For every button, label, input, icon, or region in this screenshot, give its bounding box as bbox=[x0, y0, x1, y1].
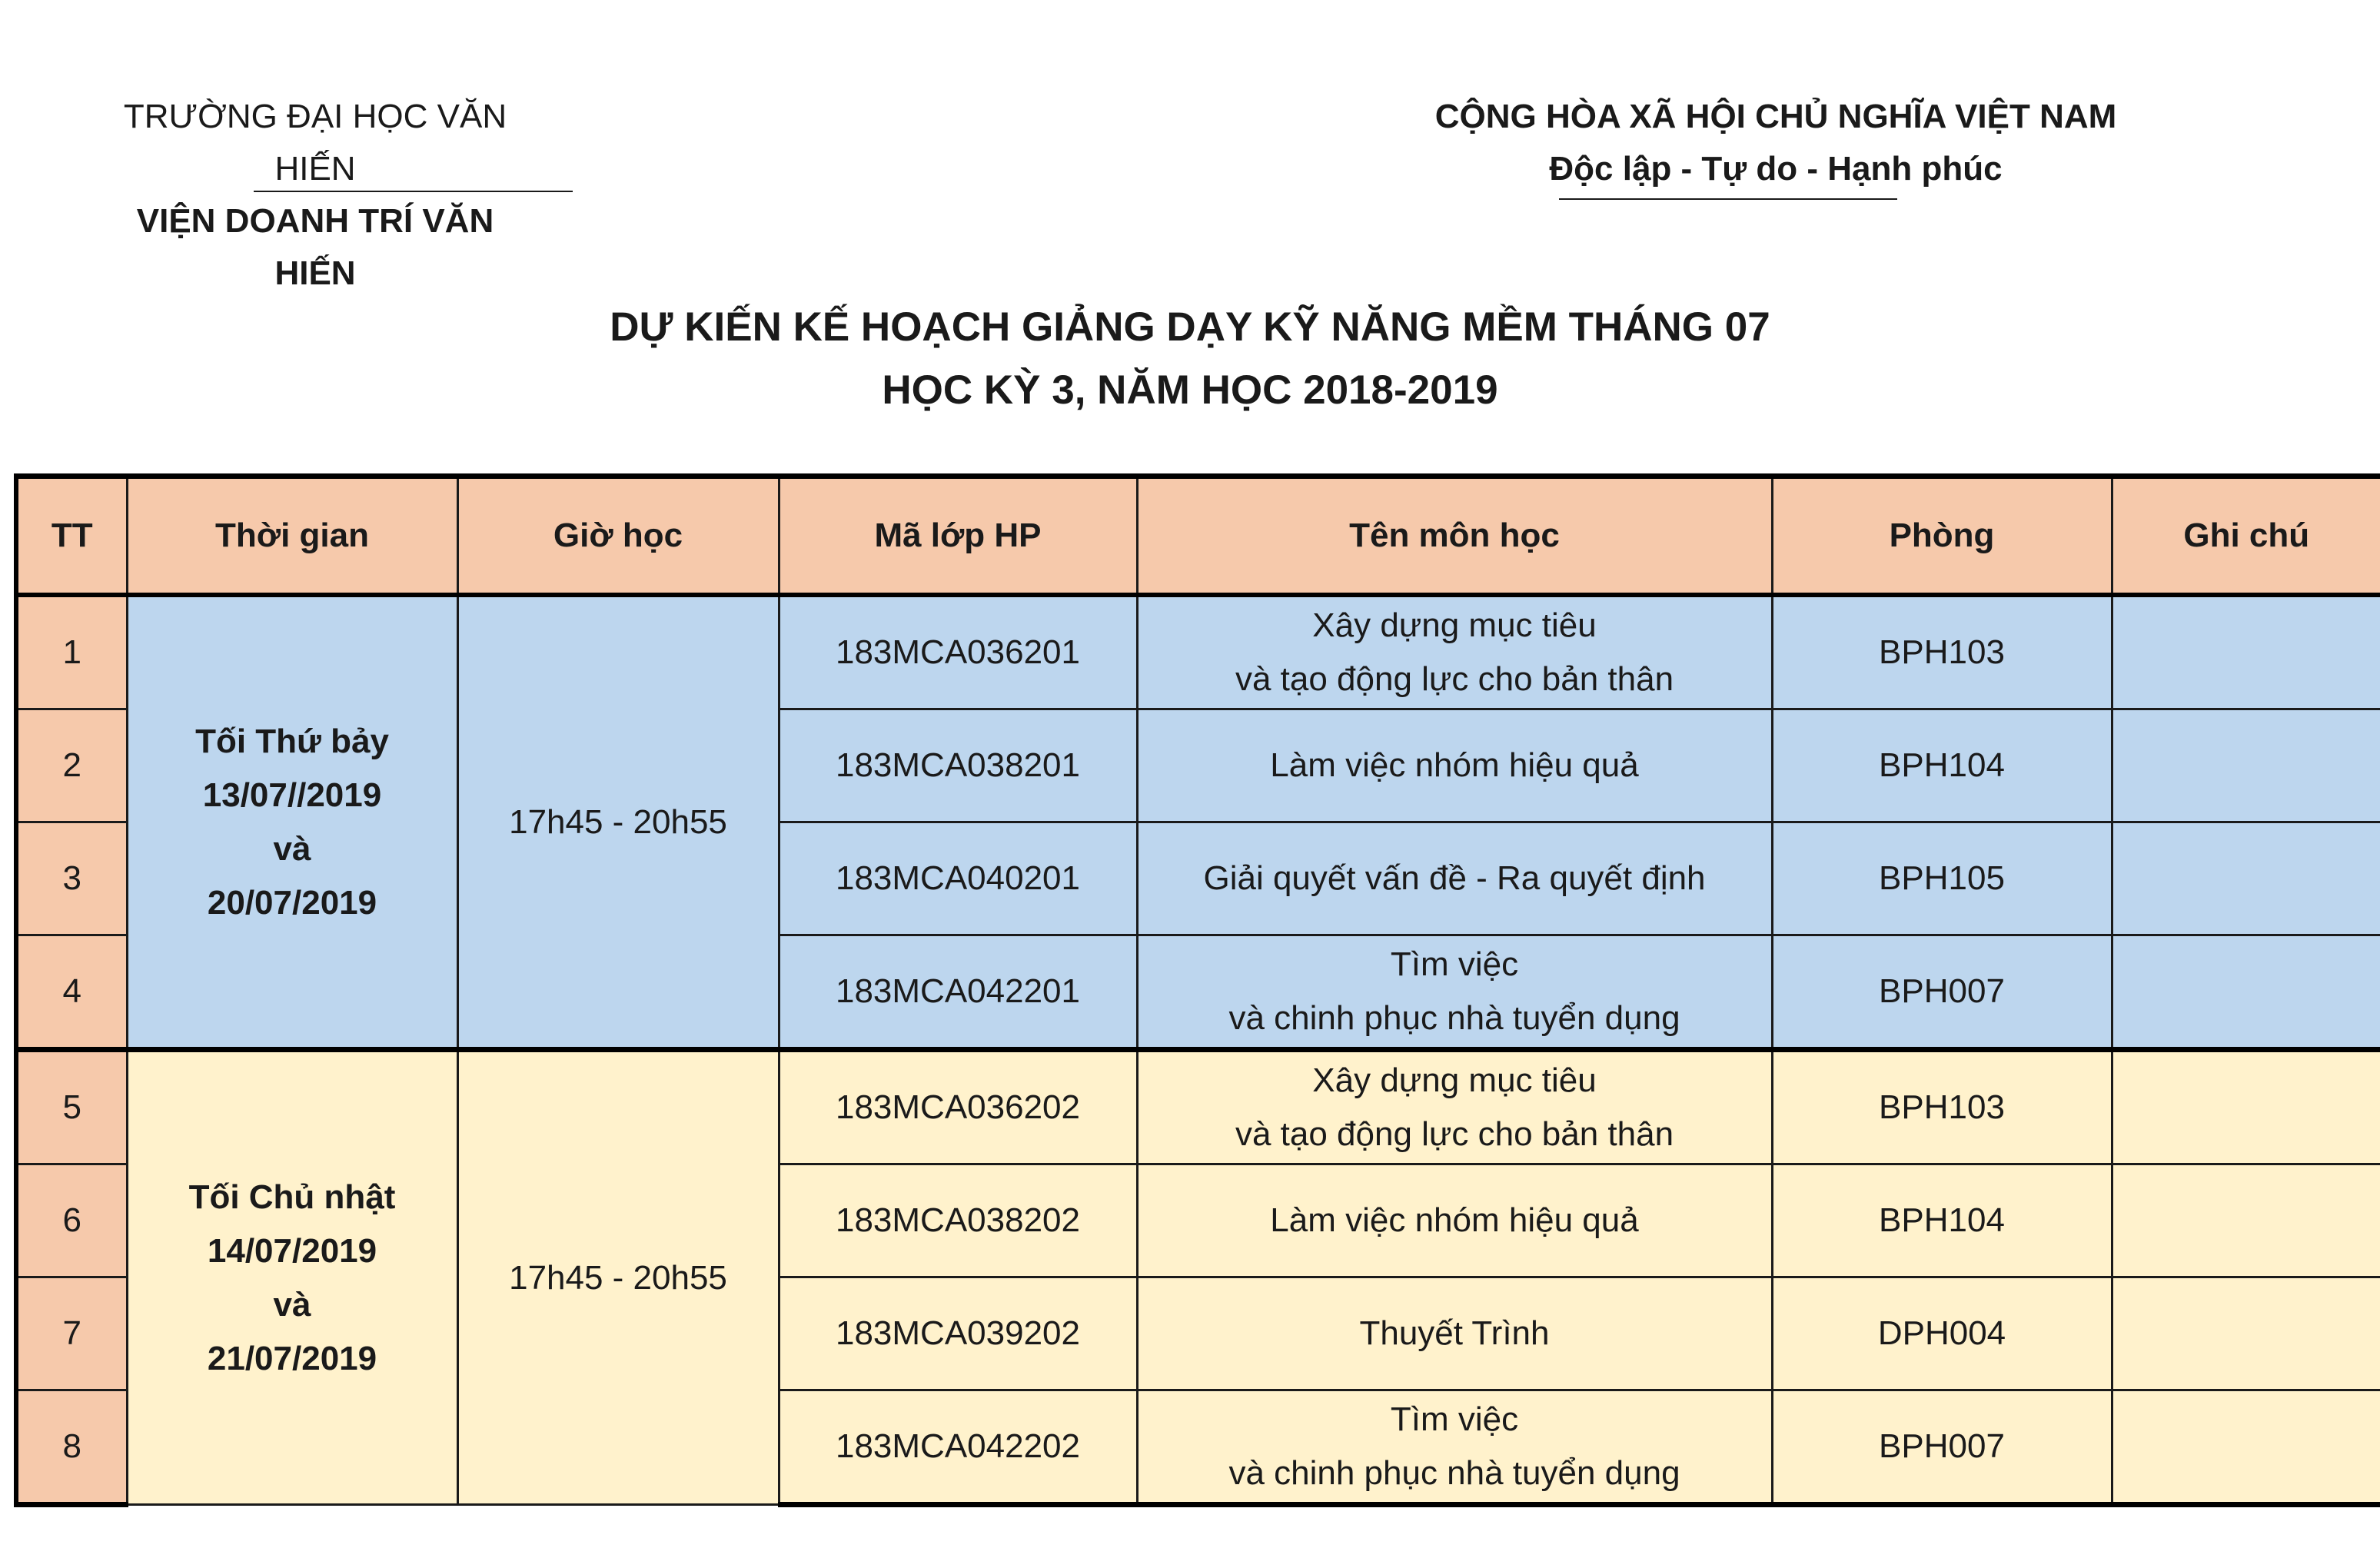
class-code-cell: 183MCA042201 bbox=[779, 935, 1137, 1050]
room-cell: BPH104 bbox=[1772, 709, 2112, 822]
row-number: 1 bbox=[16, 595, 127, 709]
subject-cell bbox=[1137, 595, 1772, 709]
header-right-underline bbox=[1559, 198, 1897, 200]
class-code-cell: 183MCA039202 bbox=[779, 1277, 1137, 1390]
header-room: Phòng bbox=[1772, 477, 2112, 596]
subject-line-2: và tạo động lực cho bản thân bbox=[1235, 660, 1674, 698]
group-hours-cell: 17h45 - 20h55 bbox=[457, 1050, 779, 1505]
class-code-cell: 183MCA038202 bbox=[779, 1164, 1137, 1277]
room-cell: BPH103 bbox=[1772, 595, 2112, 709]
row-number: 5 bbox=[16, 1050, 127, 1164]
subject-line-1: Xây dựng mục tiêu bbox=[1312, 606, 1597, 644]
subject-cell: Làm việc nhóm hiệu quả bbox=[1137, 1164, 1772, 1277]
header-subject: Tên môn học bbox=[1137, 477, 1772, 596]
class-code-cell: 183MCA040201 bbox=[779, 822, 1137, 935]
group-conjunction: và bbox=[273, 1285, 311, 1324]
group-time-cell bbox=[127, 1050, 457, 1505]
note-cell bbox=[2112, 822, 2380, 935]
group-date-2: 20/07/2019 bbox=[207, 883, 377, 922]
row-number: 6 bbox=[16, 1164, 127, 1277]
table-row bbox=[16, 1050, 2380, 1164]
header-right bbox=[1353, 91, 2199, 195]
subject-cell bbox=[1137, 1050, 1772, 1164]
university-name: TRƯỜNG ĐẠI HỌC VĂN HIẾN bbox=[123, 98, 507, 188]
title-line-2: HỌC KỲ 3, NĂM HỌC 2018-2019 bbox=[882, 367, 1498, 413]
subject-cell bbox=[1137, 1390, 1772, 1505]
note-cell bbox=[2112, 1390, 2380, 1505]
group-time-cell bbox=[127, 595, 457, 1050]
row-number: 3 bbox=[16, 822, 127, 935]
group-conjunction: và bbox=[273, 829, 311, 868]
subject-cell bbox=[1137, 935, 1772, 1050]
group-day: Tối Thứ bảy bbox=[195, 722, 389, 760]
note-cell bbox=[2112, 1050, 2380, 1164]
subject-line-2: và chinh phục nhà tuyển dụng bbox=[1228, 999, 1680, 1037]
institute-name: VIỆN DOANH TRÍ VĂN HIẾN bbox=[136, 202, 494, 292]
header-class-code: Mã lớp HP bbox=[779, 477, 1137, 596]
subject-cell: Thuyết Trình bbox=[1137, 1277, 1772, 1390]
class-code-cell: 183MCA036202 bbox=[779, 1050, 1137, 1164]
row-number: 2 bbox=[16, 709, 127, 822]
subject-line-2: và chinh phục nhà tuyển dụng bbox=[1228, 1454, 1680, 1492]
note-cell bbox=[2112, 935, 2380, 1050]
room-cell: BPH007 bbox=[1772, 935, 2112, 1050]
document-title bbox=[0, 296, 2380, 422]
class-code-cell: 183MCA036201 bbox=[779, 595, 1137, 709]
header-note: Ghi chú bbox=[2112, 477, 2380, 596]
row-number: 4 bbox=[16, 935, 127, 1050]
table-header-row bbox=[16, 477, 2380, 596]
row-number: 7 bbox=[16, 1277, 127, 1390]
room-cell: BPH007 bbox=[1772, 1390, 2112, 1505]
schedule-table bbox=[14, 473, 2380, 1507]
title-line-1: DỰ KIẾN KẾ HOẠCH GIẢNG DẠY KỸ NĂNG MỀM THÁNG 07 bbox=[610, 304, 1770, 350]
national-motto: Độc lập - Tự do - Hạnh phúc bbox=[1549, 150, 2003, 188]
subject-cell: Giải quyết vấn đề - Ra quyết định bbox=[1137, 822, 1772, 935]
group-hours-cell: 17h45 - 20h55 bbox=[457, 595, 779, 1050]
room-cell: BPH103 bbox=[1772, 1050, 2112, 1164]
room-cell: BPH105 bbox=[1772, 822, 2112, 935]
group-date-1: 13/07//2019 bbox=[202, 776, 382, 814]
group-date-1: 14/07/2019 bbox=[207, 1231, 377, 1270]
subject-cell: Làm việc nhóm hiệu quả bbox=[1137, 709, 1772, 822]
header-time: Thời gian bbox=[127, 477, 457, 596]
class-code-cell: 183MCA038201 bbox=[779, 709, 1137, 822]
room-cell: BPH104 bbox=[1772, 1164, 2112, 1277]
subject-line-1: Tìm việc bbox=[1390, 945, 1519, 983]
note-cell bbox=[2112, 1277, 2380, 1390]
row-number: 8 bbox=[16, 1390, 127, 1505]
subject-line-1: Xây dựng mục tiêu bbox=[1312, 1061, 1597, 1099]
note-cell bbox=[2112, 1164, 2380, 1277]
room-cell: DPH004 bbox=[1772, 1277, 2112, 1390]
header-left bbox=[100, 91, 530, 300]
note-cell bbox=[2112, 709, 2380, 822]
header-left-underline bbox=[254, 191, 573, 192]
subject-line-2: và tạo động lực cho bản thân bbox=[1235, 1115, 1674, 1153]
subject-line-1: Tìm việc bbox=[1390, 1400, 1519, 1438]
table-row bbox=[16, 595, 2380, 709]
group-date-2: 21/07/2019 bbox=[207, 1339, 377, 1377]
country-name: CỘNG HÒA XÃ HỘI CHỦ NGHĨA VIỆT NAM bbox=[1434, 98, 2117, 135]
class-code-cell: 183MCA042202 bbox=[779, 1390, 1137, 1505]
header-tt: TT bbox=[16, 477, 127, 596]
group-day: Tối Chủ nhật bbox=[188, 1178, 396, 1216]
note-cell bbox=[2112, 595, 2380, 709]
header-hours: Giờ học bbox=[457, 477, 779, 596]
